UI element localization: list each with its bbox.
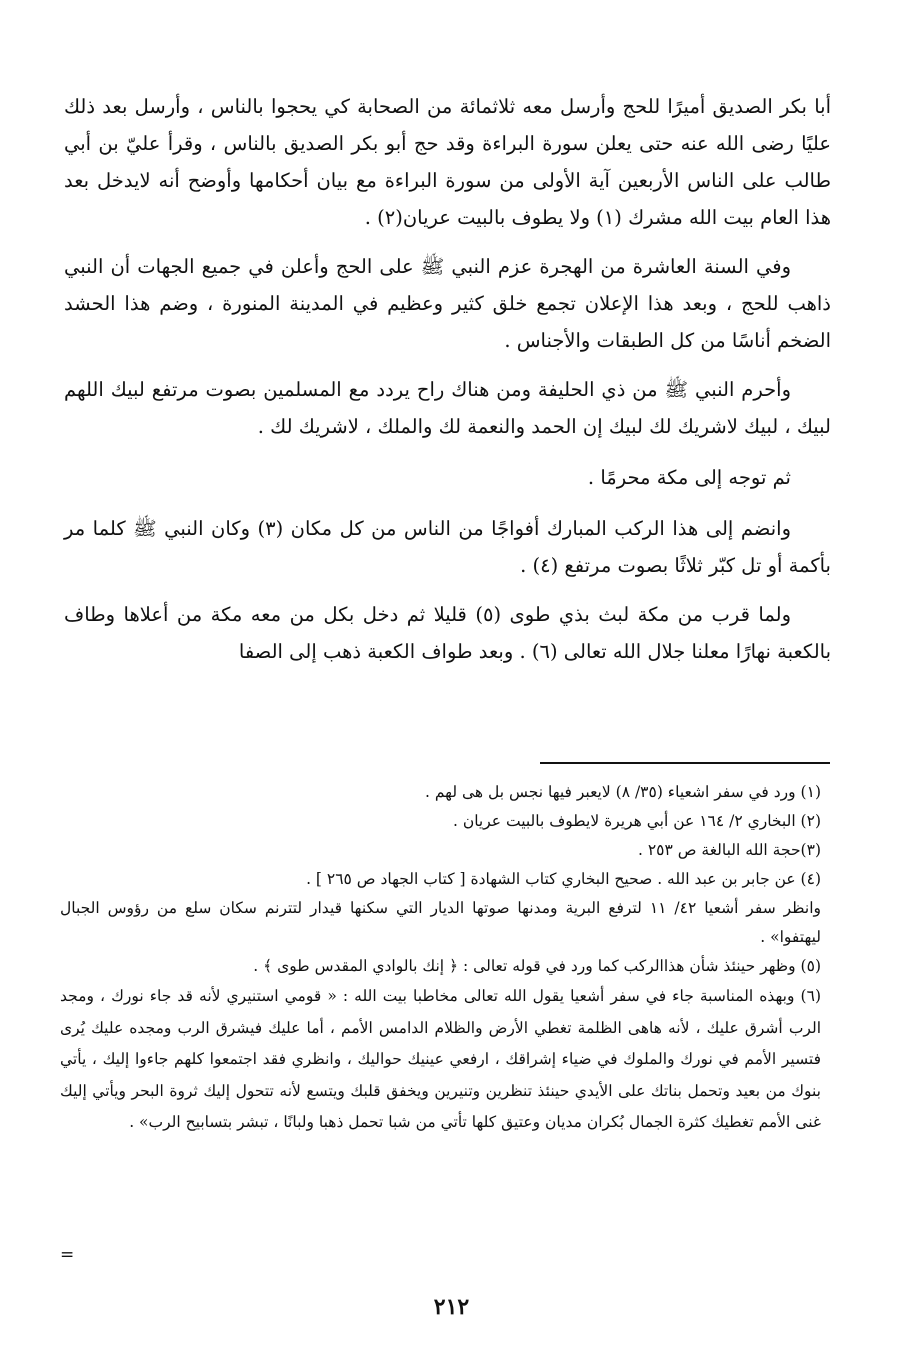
footnote-3: (٣)حجة الله البالغة ص ٢٥٣ . — [637, 841, 821, 859]
footnote-6: (٦) وبهذه المناسبة جاء في سفر أشعيا يقول الله تعالى مخاطبا بيت الله : « قومي استنيري لأنه قد جاء نورك ، ومجد الرب أشرق عليك ، لأنه هاهى الظلمة تغطي الأرض والظلام الدامس الأمم ، أما عليك فيشرق الرب ومجده عليك يُرى فتسير الأمم في نورك والملوك في ضياء إشراقك ، ارفعي عينيك حواليك ، وانظري فقد اجتمعوا كلهم جاءوا إليك ، يأتي بنوك من بعيد وتحمل بناتك على الأيدي حينئذ تنظرين وتنيرين ويخفق قلبك ويتسع لأنه تتحول إليك ثروة البحر ويأتي إليك غنى الأمم تغطيك كثرة الجمال بُكران مديان وعتيق كلها تأتي من شبا تحمل ذهبا ولبانًا ، تبشر بتسابيح الرب» . — [60, 987, 821, 1131]
main-text — [64, 88, 831, 670]
page-number: ٢١٢ — [433, 1294, 470, 1320]
paragraph-6: ولما قرب من مكة لبث بذي طوى (٥) قليلا ثم دخل بكل من معه مكة من أعلاها وطاف بالكعبة نهارًا معلنا جلال الله تعالى (٦) . وبعد طواف الكعبة ذهب إلى الصفا — [64, 603, 831, 663]
footnote-4-continuation: وانظر سفر أشعيا ٤٢/ ١١ لترفع البرية ومدنها صوتها الديار التي سكنها قيدار لتترنم سكان سلع من رؤوس الجبال ليهتفوا» . — [60, 899, 821, 946]
continuation-mark: = — [60, 1245, 75, 1265]
footnotes — [60, 778, 821, 1139]
footnote-5: (٥) وظهر حينئذ شأن هذاالركب كما ورد في قوله تعالى : ﴿ إنك بالوادي المقدس طوى ﴾ . — [253, 957, 821, 975]
paragraph-3: وأحرم النبي ﷺ من ذي الحليفة ومن هناك راح يردد مع المسلمين بصوت مرتفع لبيك اللهم لبيك ، لبيك لاشريك لك لبيك إن الحمد والنعمة لك والملك ، لاشريك لك . — [64, 378, 831, 438]
footnote-4: (٤) عن جابر بن عبد الله . صحيح البخاري كتاب الشهادة [ كتاب الجهاد ص ٢٦٥ ] . — [306, 870, 821, 888]
paragraph-1: أبا بكر الصديق أميرًا للحج وأرسل معه ثلاثمائة من الصحابة كي يحجوا بالناس ، وأرسل بعد ذلك عليًا رضى الله عنه حتى يعلن سورة البراءة وقد حج أبو بكر الصديق بالناس ، وقرأ عليّ بن أبي طالب على الناس الأربعين آية الأولى من سورة البراءة مع بيان أحكامها وأوضح أنه لايدخل بعد هذا العام بيت الله مشرك (١) ولا يطوف بالبيت عريان(٢) . — [64, 95, 831, 229]
paragraph-5: وانضم إلى هذا الركب المبارك أفواجًا من الناس من كل مكان (٣) وكان النبي ﷺ كلما مر بأكمة أو تل كبّر ثلاثًا بصوت مرتفع (٤) . — [64, 517, 831, 577]
footnote-1: (١) ورد في سفر اشعياء (٣٥/ ٨) لايعبر فيها نجس بل هى لهم . — [425, 783, 821, 801]
paragraph-2: وفي السنة العاشرة من الهجرة عزم النبي ﷺ على الحج وأعلن في جميع الجهات أن النبي ذاهب للحج ، وبعد هذا الإعلان تجمع خلق كثير وعظيم في المدينة المنورة ، وضم هذا الحشد الضخم أناسًا من كل الطبقات والأجناس . — [64, 255, 831, 352]
footnote-2: (٢) البخاري ٢/ ١٦٤ عن أبي هريرة لايطوف بالبيت عريان . — [452, 812, 821, 830]
paragraph-4: ثم توجه إلى مكة محرمًا . — [587, 466, 791, 489]
footnote-separator — [540, 762, 830, 764]
